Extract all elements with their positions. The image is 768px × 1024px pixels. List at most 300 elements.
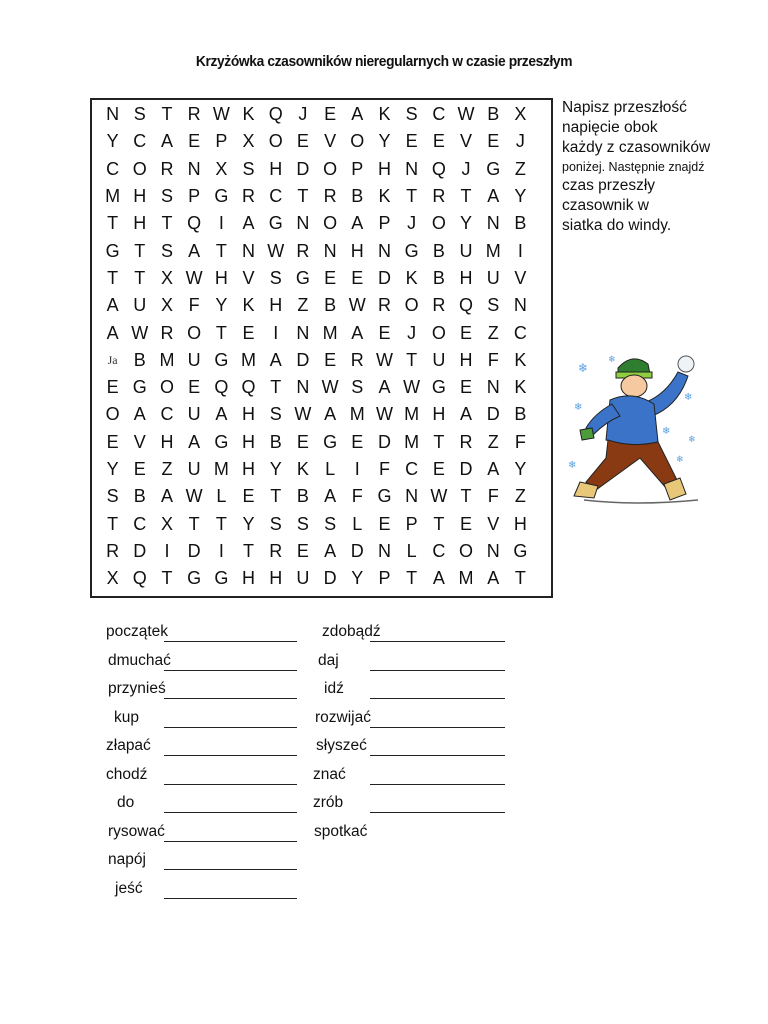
- grid-letter: I: [354, 459, 360, 479]
- grid-letter: U: [187, 459, 201, 479]
- grid-letter: P: [351, 158, 364, 179]
- grid-letter: Y: [514, 186, 527, 207]
- grid-letter: X: [106, 568, 119, 589]
- grid-letter: A: [269, 349, 282, 370]
- grid-letter: L: [352, 513, 363, 534]
- svg-text:❄: ❄: [684, 392, 693, 403]
- grid-letter: S: [160, 186, 173, 207]
- grid-letter: G: [214, 186, 229, 207]
- grid-letter: F: [514, 431, 526, 452]
- grid-letter: Y: [378, 131, 391, 152]
- grid-letter: O: [105, 404, 120, 425]
- grid-letter: B: [324, 295, 337, 316]
- grid-letter: P: [188, 186, 201, 207]
- grid-letter: E: [106, 431, 119, 452]
- grid-letter: H: [242, 431, 256, 452]
- grid-letter: T: [188, 513, 200, 534]
- grid-letter: B: [432, 240, 445, 261]
- grid-letter: B: [351, 186, 364, 207]
- grid-letter: A: [160, 486, 173, 507]
- grid-letter: K: [514, 349, 527, 370]
- svg-text:❄: ❄: [568, 460, 577, 471]
- grid-letter: A: [378, 377, 391, 398]
- grid-letter: N: [486, 377, 500, 398]
- grid-letter: G: [105, 240, 120, 261]
- grid-letter: M: [213, 459, 229, 479]
- grid-letter: G: [132, 377, 147, 398]
- grid-letter: G: [513, 540, 528, 561]
- grid-letter: I: [164, 540, 170, 561]
- grid-letter: T: [406, 568, 418, 589]
- grid-letter: H: [133, 213, 147, 234]
- grid-letter: H: [459, 349, 473, 370]
- grid-letter: V: [514, 267, 527, 288]
- instruction-line: Napisz przeszłość: [562, 99, 687, 116]
- answer-line[interactable]: [370, 698, 505, 699]
- grid-letter: N: [405, 158, 419, 179]
- grid-letter: K: [378, 186, 391, 207]
- grid-letter: D: [133, 540, 147, 561]
- grid-letter: W: [430, 486, 448, 507]
- instruction-line: napięcie obok: [562, 119, 658, 136]
- grid-letter: S: [269, 267, 282, 288]
- grid-letter: G: [431, 377, 446, 398]
- grid-letter: N: [296, 213, 310, 234]
- grid-letter: R: [269, 540, 283, 561]
- grid-letter: W: [294, 404, 312, 425]
- verb-label: rysować: [108, 823, 165, 840]
- grid-letter: E: [487, 131, 500, 152]
- grid-letter: C: [405, 459, 419, 479]
- grid-letter: K: [378, 104, 391, 125]
- grid-letter: E: [188, 377, 201, 398]
- verb-label: chodź: [106, 766, 148, 783]
- grid-letter: Z: [161, 459, 173, 479]
- grid-letter: T: [433, 513, 445, 534]
- grid-letter: T: [270, 486, 282, 507]
- grid-letter: R: [377, 295, 391, 316]
- grid-letter: P: [378, 213, 391, 234]
- word-search-grid: [99, 101, 547, 593]
- grid-letter: T: [433, 431, 445, 452]
- grid-letter: E: [460, 377, 473, 398]
- grid-letter: I: [517, 240, 523, 261]
- grid-letter: R: [187, 104, 201, 125]
- svg-text:❄: ❄: [688, 435, 696, 445]
- grid-letter: V: [133, 431, 146, 452]
- grid-letter: Q: [268, 104, 283, 125]
- grid-letter: E: [351, 267, 364, 288]
- instruction-line: poniżej. Następnie znajdź: [562, 160, 705, 174]
- grid-letter: M: [404, 404, 420, 425]
- grid-letter: G: [486, 158, 501, 179]
- grid-letter: E: [242, 486, 255, 507]
- grid-letter: Y: [242, 513, 255, 534]
- grid-letter: E: [378, 322, 391, 343]
- grid-letter: V: [242, 267, 255, 288]
- grid-letter: A: [487, 459, 500, 479]
- grid-letter: C: [432, 540, 446, 561]
- grid-letter: K: [405, 267, 418, 288]
- grid-letter: S: [324, 513, 337, 534]
- grid-letter: H: [269, 568, 283, 589]
- grid-letter: L: [406, 540, 417, 561]
- grid-letter: M: [105, 186, 121, 207]
- grid-letter: C: [106, 158, 120, 179]
- grid-letter: G: [187, 568, 202, 589]
- grid-letter: H: [242, 568, 256, 589]
- grid-letter: E: [296, 540, 309, 561]
- grid-letter: A: [351, 104, 364, 125]
- grid-letter: I: [218, 540, 224, 561]
- grid-letter: O: [431, 322, 446, 343]
- answer-line[interactable]: [164, 670, 297, 671]
- grid-letter: Z: [514, 158, 526, 179]
- grid-letter: N: [405, 486, 419, 507]
- grid-letter: Z: [487, 322, 499, 343]
- grid-letter: G: [268, 213, 283, 234]
- grid-letter: E: [324, 267, 337, 288]
- grid-letter: A: [133, 404, 146, 425]
- answer-line[interactable]: [164, 641, 297, 642]
- grid-letter: O: [404, 295, 419, 316]
- grid-letter: X: [514, 104, 527, 125]
- grid-letter: A: [160, 131, 173, 152]
- grid-letter: A: [487, 186, 500, 207]
- grid-letter: X: [160, 267, 173, 288]
- grid-letter: E: [351, 431, 364, 452]
- grid-letter: D: [377, 267, 391, 288]
- grid-letter: F: [188, 295, 200, 316]
- grid-letter: V: [324, 131, 337, 152]
- grid-letter: S: [242, 158, 255, 179]
- verb-label: jeść: [115, 880, 143, 897]
- grid-letter: K: [242, 295, 255, 316]
- grid-letter: U: [296, 568, 310, 589]
- grid-letter: K: [296, 459, 309, 479]
- grid-letter: A: [351, 213, 364, 234]
- grid-letter: G: [323, 431, 338, 452]
- answer-line[interactable]: [164, 698, 297, 699]
- grid-letter: J: [407, 213, 417, 234]
- grid-letter: F: [487, 349, 499, 370]
- verb-label: zrób: [313, 794, 344, 811]
- grid-letter: Q: [214, 377, 229, 398]
- answer-line[interactable]: [164, 784, 297, 785]
- grid-letter: A: [106, 322, 119, 343]
- grid-letter: D: [323, 568, 337, 589]
- instruction-line: każdy z czasowników: [562, 139, 711, 156]
- grid-letter: S: [351, 377, 364, 398]
- grid-letter: H: [242, 459, 256, 479]
- instruction-line: czas przeszły: [562, 177, 656, 194]
- grid-letter: E: [188, 131, 201, 152]
- verb-label: złapać: [106, 737, 151, 754]
- grid-letter: G: [404, 240, 419, 261]
- verb-label: idź: [324, 680, 344, 697]
- grid-letter: E: [378, 513, 391, 534]
- grid-letter: Y: [106, 459, 119, 479]
- grid-letter: O: [159, 377, 174, 398]
- grid-letter: S: [160, 240, 173, 261]
- grid-letter: C: [269, 186, 283, 207]
- verb-label: daj: [318, 652, 339, 669]
- grid-letter: Y: [351, 568, 364, 589]
- grid-letter: T: [215, 240, 227, 261]
- answer-line[interactable]: [164, 898, 297, 899]
- answer-line[interactable]: [164, 727, 297, 728]
- grid-letter: M: [485, 240, 501, 261]
- answer-line[interactable]: [370, 670, 505, 671]
- worksheet-title: Krzyżówka czasowników nieregularnych w czasie przeszłym: [195, 53, 573, 70]
- answer-line[interactable]: [370, 784, 505, 785]
- grid-letter: L: [216, 486, 227, 507]
- boy-snowball-illustration: [566, 350, 706, 510]
- grid-letter: U: [187, 404, 201, 425]
- grid-letter: H: [269, 158, 283, 179]
- grid-letter: S: [405, 104, 418, 125]
- grid-letter: K: [242, 104, 255, 125]
- grid-letter: Q: [431, 158, 446, 179]
- grid-letter: G: [295, 267, 310, 288]
- verb-label: napój: [108, 851, 146, 868]
- answer-line[interactable]: [164, 841, 297, 842]
- grid-letter: C: [432, 104, 446, 125]
- grid-letter: S: [133, 104, 146, 125]
- grid-letter: Y: [106, 131, 119, 152]
- grid-letter: T: [161, 213, 173, 234]
- grid-letter: R: [432, 295, 446, 316]
- grid-letter: Q: [132, 568, 147, 589]
- grid-letter: O: [187, 322, 202, 343]
- answer-line[interactable]: [164, 869, 297, 870]
- grid-letter: J: [515, 131, 525, 152]
- grid-letter: V: [487, 513, 500, 534]
- grid-letter: D: [459, 459, 473, 479]
- grid-letter: H: [133, 186, 147, 207]
- grid-letter: O: [459, 540, 474, 561]
- grid-letter: E: [324, 104, 337, 125]
- grid-letter: M: [458, 568, 474, 589]
- grid-letter: A: [432, 568, 445, 589]
- grid-letter: U: [133, 295, 147, 316]
- grid-letter: K: [514, 377, 527, 398]
- grid-letter: O: [323, 158, 338, 179]
- verb-label: przynieś: [108, 680, 166, 697]
- grid-letter: G: [214, 568, 229, 589]
- grid-letter: F: [351, 486, 363, 507]
- grid-letter: W: [348, 295, 366, 316]
- grid-letter: B: [133, 349, 146, 370]
- grid-letter: A: [188, 431, 201, 452]
- grid-letter: H: [214, 267, 228, 288]
- grid-letter: I: [273, 322, 279, 343]
- grid-letter: S: [269, 404, 282, 425]
- grid-letter: Q: [459, 295, 474, 316]
- grid-letter: M: [322, 322, 338, 343]
- grid-letter: O: [323, 213, 338, 234]
- grid-letter: N: [187, 158, 201, 179]
- grid-letter: E: [296, 131, 309, 152]
- grid-letter: T: [134, 267, 146, 288]
- grid-letter: P: [215, 131, 228, 152]
- grid-letter: J: [407, 322, 417, 343]
- grid-letter: A: [215, 404, 228, 425]
- grid-letter: A: [351, 322, 364, 343]
- answer-line[interactable]: [370, 812, 505, 813]
- grid-letter: Y: [215, 295, 228, 316]
- grid-letter: T: [161, 104, 173, 125]
- svg-text:❄: ❄: [662, 426, 671, 437]
- grid-letter: T: [460, 486, 472, 507]
- instruction-line: czasownik w: [562, 197, 649, 214]
- grid-letter: E: [405, 131, 418, 152]
- answer-line[interactable]: [164, 755, 297, 756]
- grid-letter: B: [269, 431, 282, 452]
- grid-letter: N: [106, 104, 120, 125]
- grid-letter: G: [377, 486, 392, 507]
- verb-label: słyszeć: [316, 737, 367, 754]
- grid-letter: R: [296, 240, 310, 261]
- grid-letter: B: [514, 213, 527, 234]
- grid-letter: Y: [460, 213, 473, 234]
- grid-letter: U: [486, 267, 500, 288]
- grid-letter: S: [106, 486, 119, 507]
- grid-letter: B: [133, 486, 146, 507]
- grid-letter: B: [514, 404, 527, 425]
- answer-line[interactable]: [370, 755, 505, 756]
- grid-letter: Z: [487, 431, 499, 452]
- grid-letter: D: [296, 158, 310, 179]
- grid-letter: E: [296, 431, 309, 452]
- grid-letter: A: [324, 486, 337, 507]
- grid-letter: N: [296, 377, 310, 398]
- grid-letter: X: [242, 131, 255, 152]
- grid-letter: N: [242, 240, 256, 261]
- grid-letter: S: [269, 513, 282, 534]
- grid-letter: X: [160, 295, 173, 316]
- grid-letter: Q: [241, 377, 256, 398]
- grid-letter: B: [432, 267, 445, 288]
- grid-letter: N: [323, 240, 337, 261]
- grid-letter: N: [296, 322, 310, 343]
- grid-letter: E: [324, 349, 337, 370]
- grid-letter: H: [269, 295, 283, 316]
- grid-letter: J: [461, 158, 471, 179]
- grid-letter: T: [107, 267, 119, 288]
- grid-letter: N: [377, 540, 391, 561]
- grid-letter: A: [487, 568, 500, 589]
- grid-letter: Q: [187, 213, 202, 234]
- svg-text:❄: ❄: [578, 361, 589, 375]
- verb-label: zdobądź: [322, 623, 381, 640]
- verb-label: do: [117, 794, 135, 811]
- grid-letter: A: [460, 404, 473, 425]
- grid-letter: A: [242, 213, 255, 234]
- grid-letter: C: [133, 131, 147, 152]
- grid-letter: M: [159, 349, 175, 370]
- grid-letter: O: [268, 131, 283, 152]
- grid-letter: X: [215, 158, 228, 179]
- grid-letter: H: [242, 404, 256, 425]
- grid-letter: M: [241, 349, 257, 370]
- grid-letter: X: [160, 513, 173, 534]
- grid-letter: B: [296, 486, 309, 507]
- grid-letter: H: [513, 513, 527, 534]
- svg-text:❄: ❄: [608, 355, 616, 365]
- grid-letter: R: [242, 186, 256, 207]
- grid-letter: H: [432, 404, 446, 425]
- grid-letter: W: [457, 104, 475, 125]
- grid-letter: C: [160, 404, 174, 425]
- grid-letter: W: [131, 322, 149, 343]
- grid-letter: A: [324, 404, 337, 425]
- grid-letter: T: [297, 186, 309, 207]
- grid-letter: D: [377, 431, 391, 452]
- grid-letter: H: [377, 158, 391, 179]
- grid-letter: E: [432, 459, 445, 479]
- grid-letter: C: [133, 513, 147, 534]
- grid-letter: D: [187, 540, 201, 561]
- grid-letter: N: [486, 540, 500, 561]
- grid-letter: T: [107, 213, 119, 234]
- grid-letter: O: [431, 213, 446, 234]
- grid-letter: N: [486, 213, 500, 234]
- grid-letter: F: [487, 486, 499, 507]
- grid-letter: M: [349, 404, 365, 425]
- verb-label: znać: [313, 766, 346, 783]
- grid-letter: T: [514, 568, 526, 589]
- grid-letter: E: [460, 322, 473, 343]
- svg-text:❄: ❄: [574, 402, 583, 413]
- verb-label: rozwijać: [315, 709, 371, 726]
- grid-letter: W: [375, 349, 393, 370]
- answer-line[interactable]: [370, 641, 505, 642]
- grid-letter: D: [350, 540, 364, 561]
- grid-letter: W: [403, 377, 421, 398]
- grid-letter: Y: [514, 459, 527, 479]
- verb-label: kup: [114, 709, 139, 726]
- grid-letter: W: [321, 377, 339, 398]
- grid-letter: G: [214, 349, 229, 370]
- grid-letter: P: [378, 568, 391, 589]
- grid-letter: R: [160, 322, 174, 343]
- grid-letter: H: [160, 431, 174, 452]
- grid-letter: Z: [514, 486, 526, 507]
- grid-letter: A: [106, 295, 119, 316]
- grid-letter: H: [350, 240, 364, 261]
- grid-letter: T: [134, 240, 146, 261]
- grid-letter: D: [296, 349, 310, 370]
- grid-letter: O: [132, 158, 147, 179]
- grid-letter: U: [459, 240, 473, 261]
- grid-letter: R: [323, 186, 337, 207]
- grid-letter: R: [160, 158, 174, 179]
- answer-line[interactable]: [370, 727, 505, 728]
- answer-line[interactable]: [164, 812, 297, 813]
- grid-letter: W: [185, 486, 203, 507]
- grid-letter: T: [215, 513, 227, 534]
- instructions: [562, 98, 762, 236]
- grid-letter: T: [107, 513, 119, 534]
- grid-letter: E: [106, 377, 119, 398]
- grid-letter: E: [133, 459, 146, 479]
- instruction-line: siatka do windy.: [562, 217, 672, 234]
- grid-letter: D: [486, 404, 500, 425]
- grid-letter: T: [215, 322, 227, 343]
- grid-letter: S: [296, 513, 309, 534]
- grid-letter: O: [350, 131, 365, 152]
